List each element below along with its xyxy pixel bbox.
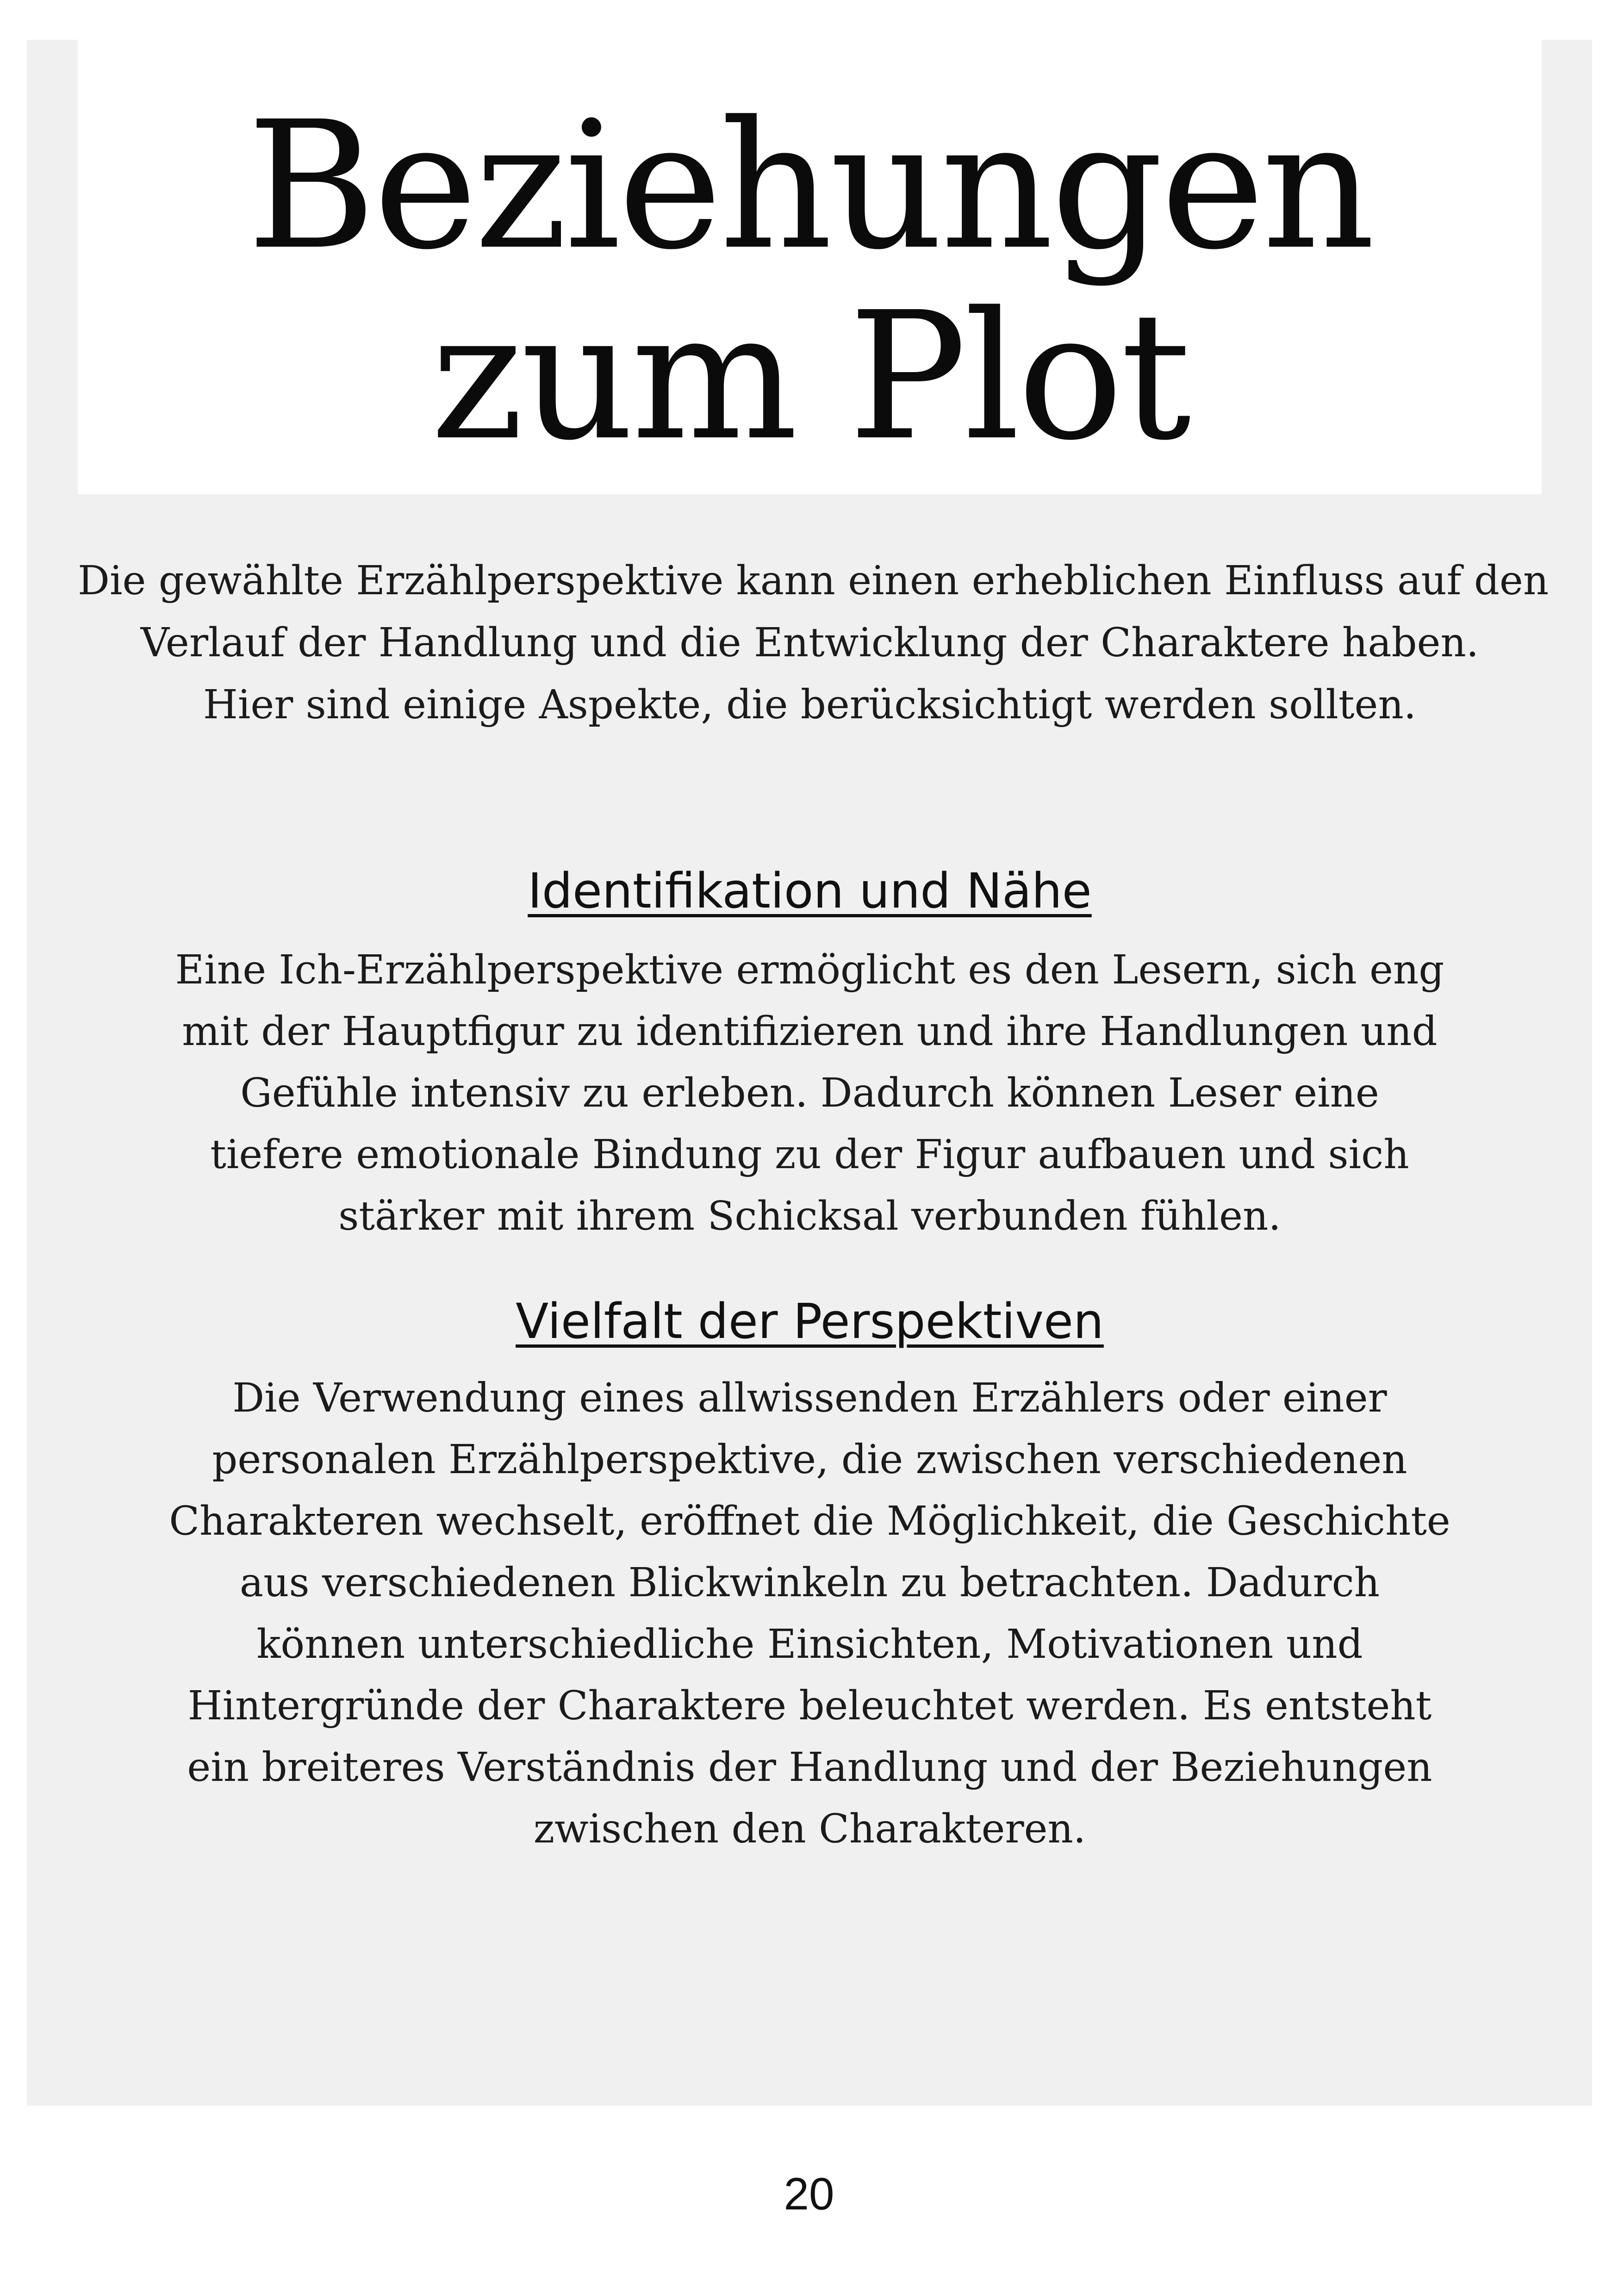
paragraph-line: personalen Erzählperspektive, die zwischen verschiedenen [212, 1437, 1407, 1483]
title-line: zum Plot [431, 274, 1189, 479]
page-number: 20 [784, 2168, 834, 2219]
intro-line: Die gewählte Erzählperspektive kann einen erheblichen Einfluss auf den [78, 558, 1549, 604]
paragraph-line: stärker mit ihrem Schicksal verbunden fühlen. [338, 1193, 1281, 1239]
intro-line: Verlauf der Handlung und die Entwicklung der Charaktere haben. [140, 620, 1479, 666]
paragraph-line: Die Verwendung eines allwissenden Erzählers oder einer [232, 1375, 1387, 1421]
paragraph-line: tiefere emotionale Bindung zu der Figur aufbauen und sich [210, 1132, 1409, 1178]
section-paragraph-vielfalt [78, 1368, 1542, 1860]
intro-paragraph [78, 550, 1549, 736]
paragraph-line: Charakteren wechselt, eröffnet die Möglichkeit, die Geschichte [169, 1498, 1450, 1544]
paragraph-line: zwischen den Charakteren. [533, 1806, 1086, 1852]
section-heading-vielfalt: Vielfalt der Perspektiven [516, 1293, 1104, 1350]
title-line: Beziehungen [247, 83, 1373, 288]
intro-line: Hier sind einige Aspekte, die berücksichtigt werden sollten. [203, 682, 1417, 728]
paragraph-line: aus verschiedenen Blickwinkeln zu betrachten. Dadurch [239, 1560, 1380, 1606]
page-title [78, 83, 1542, 479]
paragraph-line: Gefühle intensiv zu erleben. Dadurch können Leser eine [240, 1070, 1379, 1116]
title-box [78, 40, 1542, 494]
paragraph-line: ein breiteres Verständnis der Handlung und der Beziehungen [187, 1744, 1432, 1791]
paragraph-line: können unterschiedliche Einsichten, Motivationen und [256, 1621, 1363, 1668]
paragraph-line: Hintergründe der Charaktere beleuchtet werden. Es entsteht [187, 1683, 1432, 1729]
section-paragraph-identifikation [78, 940, 1542, 1247]
paragraph-line: Eine Ich-Erzählperspektive ermöglicht es den Lesern, sich eng [175, 947, 1444, 993]
paragraph-line: mit der Hauptfigur zu identifizieren und ihre Handlungen und [182, 1008, 1438, 1055]
section-heading-identifikation: Identifikation und Nähe [528, 863, 1092, 919]
